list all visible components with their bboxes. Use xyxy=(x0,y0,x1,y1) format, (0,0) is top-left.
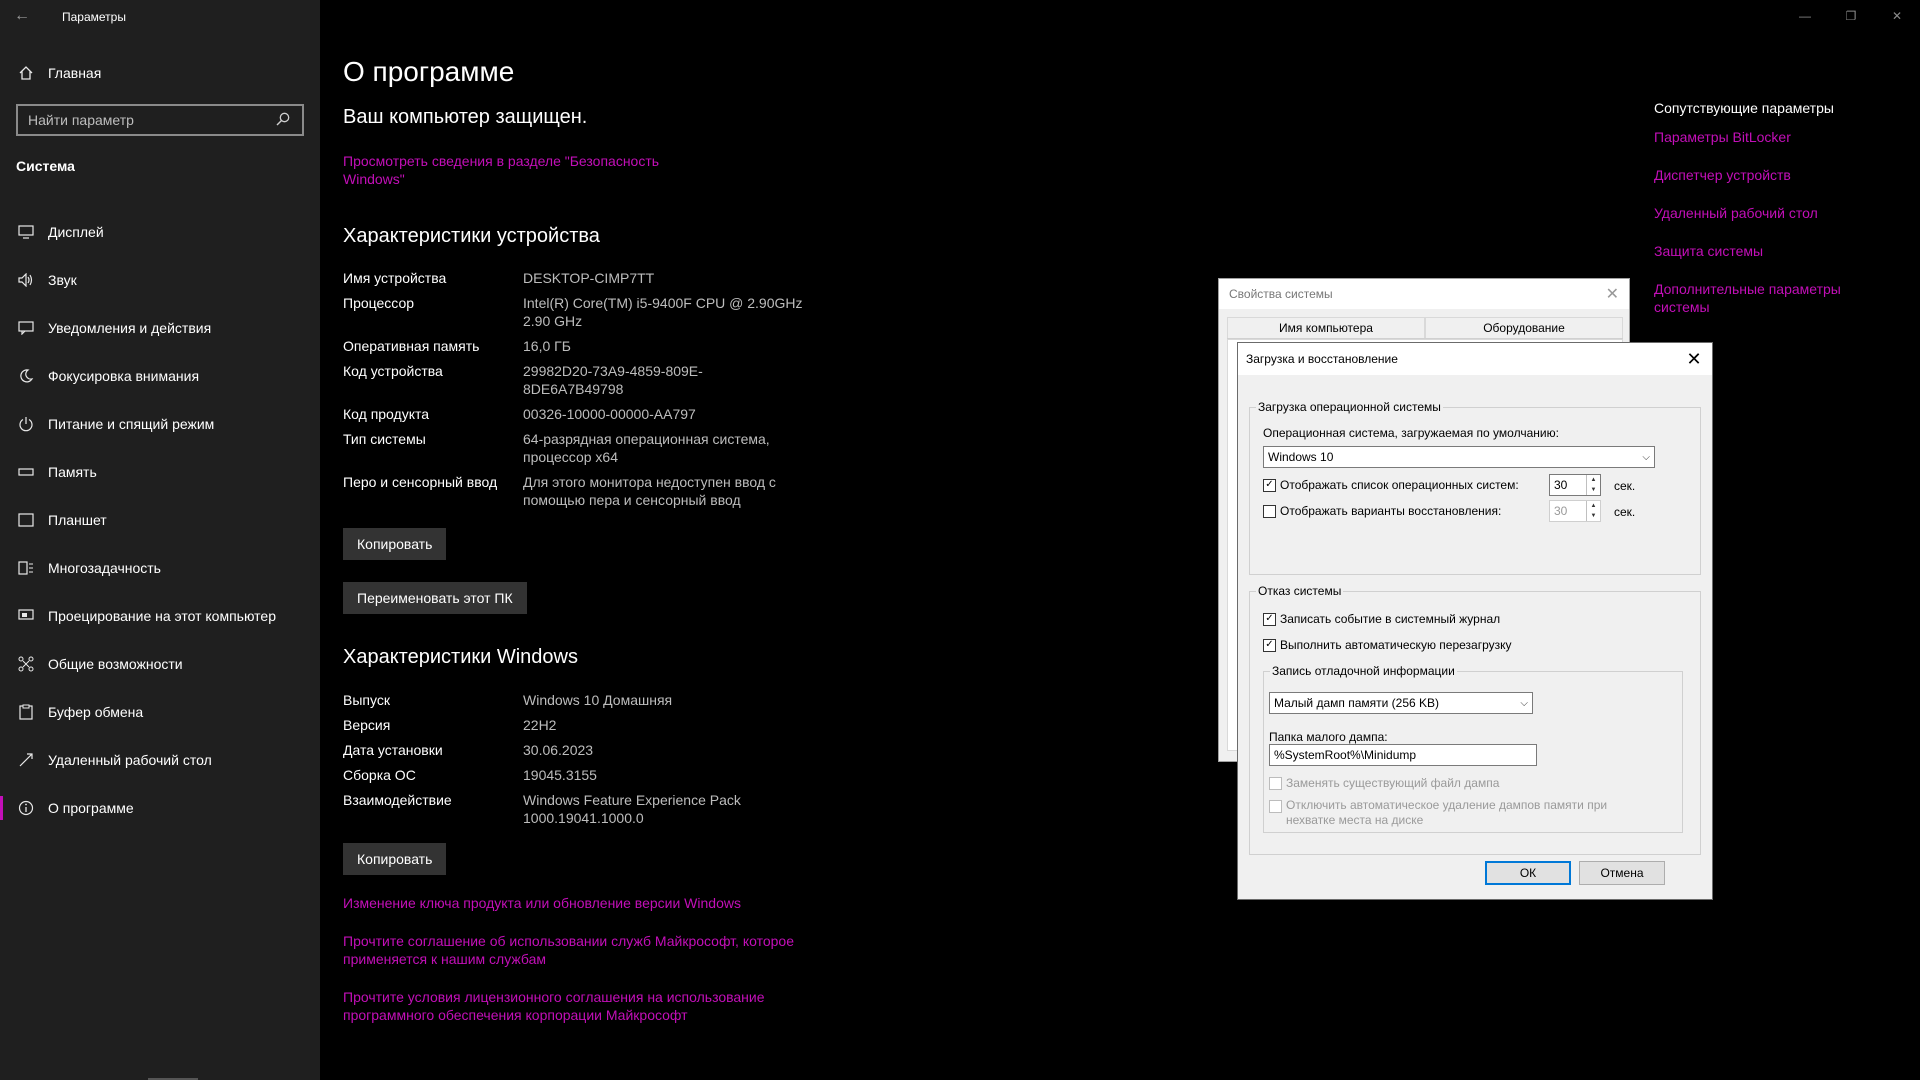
shared-icon xyxy=(16,655,36,673)
sidebar-section-heading: Система xyxy=(16,158,75,174)
sidebar-item-clipboard[interactable] xyxy=(0,688,320,736)
auto-restart-option[interactable] xyxy=(1263,638,1512,652)
tab-computer-name[interactable]: Имя компьютера xyxy=(1227,317,1425,338)
moon-icon xyxy=(16,367,36,385)
sidebar-item-project[interactable] xyxy=(0,592,320,640)
cancel-button[interactable]: Отмена xyxy=(1579,861,1665,885)
device-specs-table xyxy=(343,269,943,516)
device-spec-label: Имя устройства xyxy=(343,270,447,286)
spin-up-icon[interactable]: ▲ xyxy=(1590,477,1597,483)
windows-spec-row xyxy=(343,791,943,827)
system-properties-titlebar xyxy=(1219,279,1629,309)
device-spec-value: 00326-10000-00000-AA797 xyxy=(523,406,696,422)
search-input[interactable] xyxy=(28,112,276,128)
disable-autodelete-label: Отключить автоматическое удаление дампов памяти при нехватке места на диске xyxy=(1286,798,1608,827)
recovery-timeout-spinner[interactable] xyxy=(1549,500,1601,522)
project-icon xyxy=(16,607,36,625)
spin-up-icon[interactable]: ▲ xyxy=(1590,503,1597,509)
os-list-sec-label: сек. xyxy=(1614,479,1636,493)
show-os-list-label: Отображать список операционных систем: xyxy=(1280,478,1519,492)
write-event-option[interactable] xyxy=(1263,612,1500,626)
windows-spec-value: Windows 10 Домашняя xyxy=(523,692,673,708)
auto-restart-label: Выполнить автоматическую перезагрузку xyxy=(1280,638,1512,652)
debug-info-group-label: Запись отладочной информации xyxy=(1272,664,1455,678)
device-spec-value: Intel(R) Core(TM) i5-9400F CPU @ 2.90GHz 2.90 GHz xyxy=(523,295,803,329)
rename-pc-button[interactable]: Переименовать этот ПК xyxy=(343,582,527,614)
close-icon[interactable]: ✕ xyxy=(1686,348,1702,369)
windows-spec-label: Дата установки xyxy=(343,742,443,758)
default-os-label: Операционная система, загружаемая по умолчанию: xyxy=(1263,426,1559,440)
device-spec-label: Код устройства xyxy=(343,363,443,379)
startup-group xyxy=(1249,400,1701,575)
sidebar-item-power[interactable] xyxy=(0,400,320,448)
spin-down-icon[interactable]: ▼ xyxy=(1590,513,1597,519)
auto-restart-checkbox[interactable]: ✓ xyxy=(1263,639,1276,652)
system-failure-group-label: Отказ системы xyxy=(1258,584,1342,598)
sidebar-item-label: Питание и спящий режим xyxy=(48,416,215,432)
device-spec-label: Процессор xyxy=(343,295,415,311)
debug-info-group xyxy=(1263,664,1683,833)
device-specs-heading: Характеристики устройства xyxy=(343,225,600,247)
window-controls xyxy=(1782,0,1920,32)
sidebar-nav xyxy=(0,208,320,832)
startup-group-label: Загрузка операционной системы xyxy=(1258,400,1441,414)
sidebar-item-label: Проецирование на этот компьютер xyxy=(48,608,276,624)
windows-spec-row xyxy=(343,716,943,734)
tab-hardware[interactable]: Оборудование xyxy=(1425,317,1623,338)
write-event-checkbox[interactable]: ✓ xyxy=(1263,613,1276,626)
sidebar-item-remote[interactable] xyxy=(0,736,320,784)
sidebar-item-tablet[interactable] xyxy=(0,496,320,544)
device-spec-value: 16,0 ГБ xyxy=(523,338,571,354)
sidebar-item-label: Буфер обмена xyxy=(48,704,144,720)
change-product-key-link[interactable]: Изменение ключа продукта или обновление версии Windows xyxy=(343,895,741,911)
windows-spec-label: Взаимодействие xyxy=(343,792,452,808)
windows-spec-value: 30.06.2023 xyxy=(523,742,594,758)
storage-icon xyxy=(16,463,36,481)
close-icon[interactable]: ✕ xyxy=(1605,286,1619,303)
overwrite-dump-option[interactable] xyxy=(1269,776,1499,790)
windows-specs-table xyxy=(343,691,943,834)
app-title: Параметры xyxy=(62,10,126,24)
windows-spec-value: 22H2 xyxy=(523,717,557,733)
windows-spec-label: Версия xyxy=(343,717,391,733)
system-properties-tabs xyxy=(1227,317,1623,339)
windows-spec-row xyxy=(343,766,943,784)
device-spec-value: Для этого монитора недоступен ввод с помощью пера и сенсорный ввод xyxy=(523,474,776,508)
sidebar-item-label: Дисплей xyxy=(48,224,104,240)
system-protection-link[interactable]: Защита системы xyxy=(1654,243,1764,259)
os-list-timeout-value: 30 xyxy=(1554,478,1568,492)
default-os-select[interactable] xyxy=(1263,446,1655,468)
bitlocker-link[interactable]: Параметры BitLocker xyxy=(1654,129,1791,145)
dump-folder-label: Папка малого дампа: xyxy=(1269,730,1388,744)
copy-device-specs-button[interactable]: Копировать xyxy=(343,528,446,560)
windows-security-link[interactable]: Просмотреть сведения в разделе "Безопасность Windows" xyxy=(343,153,660,187)
device-spec-row xyxy=(343,362,943,398)
services-agreement-link[interactable]: Прочтите соглашение об использовании служб Майкрософт, которое применяется к нашим службам xyxy=(343,933,794,967)
related-settings-title: Сопутствующие параметры xyxy=(1654,100,1834,116)
dump-type-value: Малый дамп памяти (256 KB) xyxy=(1274,696,1440,710)
overwrite-dump-label: Заменять существующий файл дампа xyxy=(1286,776,1500,790)
device-spec-row xyxy=(343,269,943,287)
device-spec-row xyxy=(343,294,943,330)
disable-autodelete-option[interactable] xyxy=(1269,798,1669,828)
sound-icon xyxy=(16,271,36,289)
os-list-timeout-spinner[interactable] xyxy=(1549,474,1601,496)
tablet-icon xyxy=(16,511,36,529)
minimize-icon[interactable]: — xyxy=(1799,9,1811,23)
device-manager-link[interactable]: Диспетчер устройств xyxy=(1654,167,1791,183)
startup-recovery-dialog xyxy=(1237,342,1713,900)
disable-autodelete-checkbox[interactable] xyxy=(1269,800,1282,813)
sidebar-item-sound[interactable] xyxy=(0,256,320,304)
sidebar-item-multitask[interactable] xyxy=(0,544,320,592)
sidebar-item-notification[interactable] xyxy=(0,304,320,352)
device-spec-label: Перо и сенсорный ввод xyxy=(343,474,498,490)
display-icon xyxy=(16,223,36,241)
windows-spec-value: 19045.3155 xyxy=(523,767,597,783)
sidebar-item-moon[interactable] xyxy=(0,352,320,400)
remote-icon xyxy=(16,751,36,769)
chevron-down-icon: ⌵ xyxy=(1520,697,1528,709)
legal-links xyxy=(343,894,803,1044)
sidebar-item-label: Уведомления и действия xyxy=(48,320,212,336)
windows-spec-value: Windows Feature Experience Pack 1000.19041.1000.0 xyxy=(523,792,741,826)
search-box[interactable] xyxy=(16,104,304,136)
multitask-icon xyxy=(16,559,36,577)
dump-folder-input[interactable] xyxy=(1269,744,1537,766)
close-icon[interactable]: ✕ xyxy=(1891,9,1903,23)
sidebar-item-info[interactable] xyxy=(0,784,320,832)
device-spec-row xyxy=(343,430,943,466)
write-event-label: Записать событие в системный журнал xyxy=(1280,612,1501,626)
sidebar-item-storage[interactable] xyxy=(0,448,320,496)
ok-button[interactable]: ОК xyxy=(1485,861,1571,885)
info-icon xyxy=(16,799,36,817)
notification-icon xyxy=(16,319,36,337)
device-spec-value: 64-разрядная операционная система, процессор x64 xyxy=(523,431,770,465)
sidebar-item-label: Звук xyxy=(48,272,77,288)
show-recovery-option[interactable] xyxy=(1263,504,1501,518)
windows-spec-row xyxy=(343,691,943,709)
chevron-down-icon: ⌵ xyxy=(1642,451,1650,463)
sidebar-item-label: Фокусировка внимания xyxy=(48,368,200,384)
recovery-sec-label: сек. xyxy=(1614,505,1636,519)
page-title: О программе xyxy=(343,56,515,87)
related-settings xyxy=(1654,100,1884,336)
sidebar-item-label: О программе xyxy=(48,800,134,816)
restore-icon[interactable]: ❐ xyxy=(1845,9,1857,23)
spin-down-icon[interactable]: ▼ xyxy=(1590,487,1597,493)
device-spec-label: Тип системы xyxy=(343,431,426,447)
show-recovery-label: Отображать варианты восстановления: xyxy=(1280,504,1502,518)
windows-spec-row xyxy=(343,741,943,759)
dialog-title: Загрузка и восстановление xyxy=(1246,352,1398,366)
power-icon xyxy=(16,415,36,433)
sidebar-item-label: Общие возможности xyxy=(48,656,183,672)
remote-desktop-link[interactable]: Удаленный рабочий стол xyxy=(1654,205,1818,221)
show-recovery-checkbox[interactable] xyxy=(1263,505,1276,518)
device-spec-row xyxy=(343,473,943,509)
windows-spec-label: Выпуск xyxy=(343,692,390,708)
device-spec-value: 29982D20-73A9-4859-809E-8DE6A7B49798 xyxy=(523,363,703,397)
sidebar-item-label: Удаленный рабочий стол xyxy=(48,752,212,768)
default-os-value: Windows 10 xyxy=(1268,450,1334,464)
device-spec-row xyxy=(343,337,943,355)
copy-windows-specs-button[interactable]: Копировать xyxy=(343,843,446,875)
sidebar-item-display[interactable] xyxy=(0,208,320,256)
protection-status: Ваш компьютер защищен. xyxy=(343,106,588,128)
sidebar-item-shared[interactable] xyxy=(0,640,320,688)
overwrite-dump-checkbox[interactable] xyxy=(1269,777,1282,790)
sidebar-item-label: Многозадачность xyxy=(48,560,161,576)
search-icon[interactable] xyxy=(276,112,292,128)
sidebar xyxy=(0,0,320,1080)
dump-type-select[interactable] xyxy=(1269,692,1533,714)
show-os-list-checkbox[interactable]: ✓ xyxy=(1263,479,1276,492)
device-spec-label: Оперативная память xyxy=(343,338,480,354)
sidebar-item-label: Главная xyxy=(48,65,102,81)
back-arrow-icon[interactable]: ← xyxy=(14,7,30,24)
sidebar-item-label: Планшет xyxy=(48,512,107,528)
license-terms-link[interactable]: Прочтите условия лицензионного соглашения на использование программного обеспечения корпорации Майкрософт xyxy=(343,989,765,1023)
device-spec-row xyxy=(343,405,943,423)
dialog-titlebar xyxy=(1238,343,1712,375)
show-os-list-option[interactable] xyxy=(1263,478,1519,492)
advanced-system-settings-link[interactable]: Дополнительные параметры системы xyxy=(1654,281,1841,315)
sidebar-item-home[interactable] xyxy=(0,60,320,86)
clipboard-icon xyxy=(16,703,36,721)
windows-specs-heading: Характеристики Windows xyxy=(343,646,578,668)
recovery-timeout-value: 30 xyxy=(1554,504,1568,518)
system-properties-title: Свойства системы xyxy=(1229,287,1333,301)
device-spec-label: Код продукта xyxy=(343,406,430,422)
device-spec-value: DESKTOP-CIMP7TT xyxy=(523,270,655,286)
home-icon xyxy=(16,64,36,82)
windows-spec-label: Сборка ОС xyxy=(343,767,416,783)
sidebar-item-label: Память xyxy=(48,464,97,480)
